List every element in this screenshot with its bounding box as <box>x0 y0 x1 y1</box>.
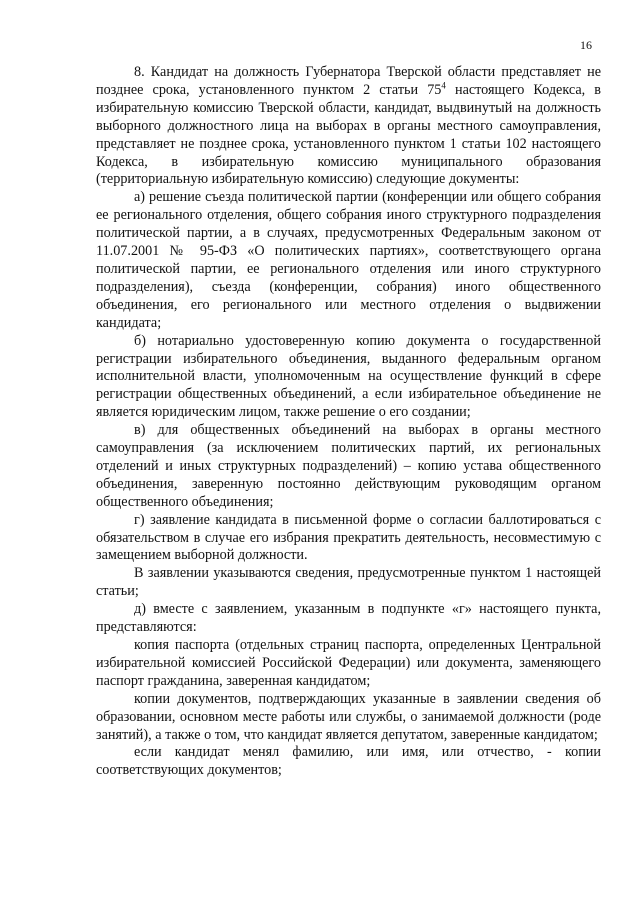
document-body <box>96 64 601 780</box>
page-number: 16 <box>580 38 592 52</box>
paragraph-b: б) нотариально удостоверенную копию документа о государственной регистрации избирательного объединения, выданного федеральным органом исполнительной власти, уполномоченным на осуществление функций в сфере регистрации общественных объединений, а если избирательное объединение не является юридическим лицом, также решение о его создании; <box>96 332 601 421</box>
paragraph-d: д) вместе с заявлением, указанным в подпункте «г» настоящего пункта, представляются: <box>96 601 601 636</box>
paragraph-passport-copy: копия паспорта (отдельных страниц паспорта, определенных Центральной избирательной комиссией Российской Федерации) или документа, заменяющего паспорт гражданина, заверенная кандидатом; <box>96 637 601 689</box>
paragraph-v: в) для общественных объединений на выборах в органы местного самоуправления (за исключением политических партий, их региональных отделений и иных структурных подразделений) – копию устава общественного объединения, заверенную постоянно действующим руководящим органом общественного объединения; <box>96 422 601 510</box>
paragraph-g: г) заявление кандидата в письменной форме о согласии баллотироваться с обязательством в случае его избрания прекратить деятельность, несовместимую с замещением выборной должности. <box>96 511 601 564</box>
paragraph-a: а) решение съезда политической партии (конференции или общего собрания ее регионального отделения, общего собрания иного структурного подразделения политической партии, а в случаях, предусмотренных Федеральным законом от 11.07.2001 № 95-ФЗ «О политических партиях», соответствующего органа политической партии, ее регионального отделения или иного структурного подразделения), съезда (конференции, собрания) иного общественного объединения, его регионального или местного отделения о выдвижении кандидата; <box>96 189 601 331</box>
paragraph-8-text-cont: настоящего Кодекса, в избирательную комиссию Тверской области, кандидат, выдвинутый на должность выборного должностного лица на выборах в органы местного самоуправления, представляет не позднее срока, установленного пунктом 1 статьи 102 настоящего Кодекса, в избирательную комиссию муниципального образования (территориальную избирательную комиссию) следующие документы: <box>96 81 601 188</box>
superscript-4: 4 <box>441 80 446 91</box>
paragraph-document-copies: копии документов, подтверждающих указанные в заявлении сведения об образовании, основном месте работы или службы, о занимаемой должности (роде занятий), а также о том, что кандидат является депутатом, заверенные кандидатом; <box>96 690 601 743</box>
paragraph-name-change: если кандидат менял фамилию, или имя, или отчество, - копии соответствующих документов; <box>96 744 601 779</box>
paragraph-statement-info: В заявлении указываются сведения, предусмотренные пунктом 1 настоящей статьи; <box>96 565 601 600</box>
paragraph-8-text: 8. Кандидат на должность Губернатора Тверской области представляет не позднее срока, установленного пунктом 2 статьи 75 <box>96 64 601 98</box>
paragraph-8 <box>96 64 601 189</box>
